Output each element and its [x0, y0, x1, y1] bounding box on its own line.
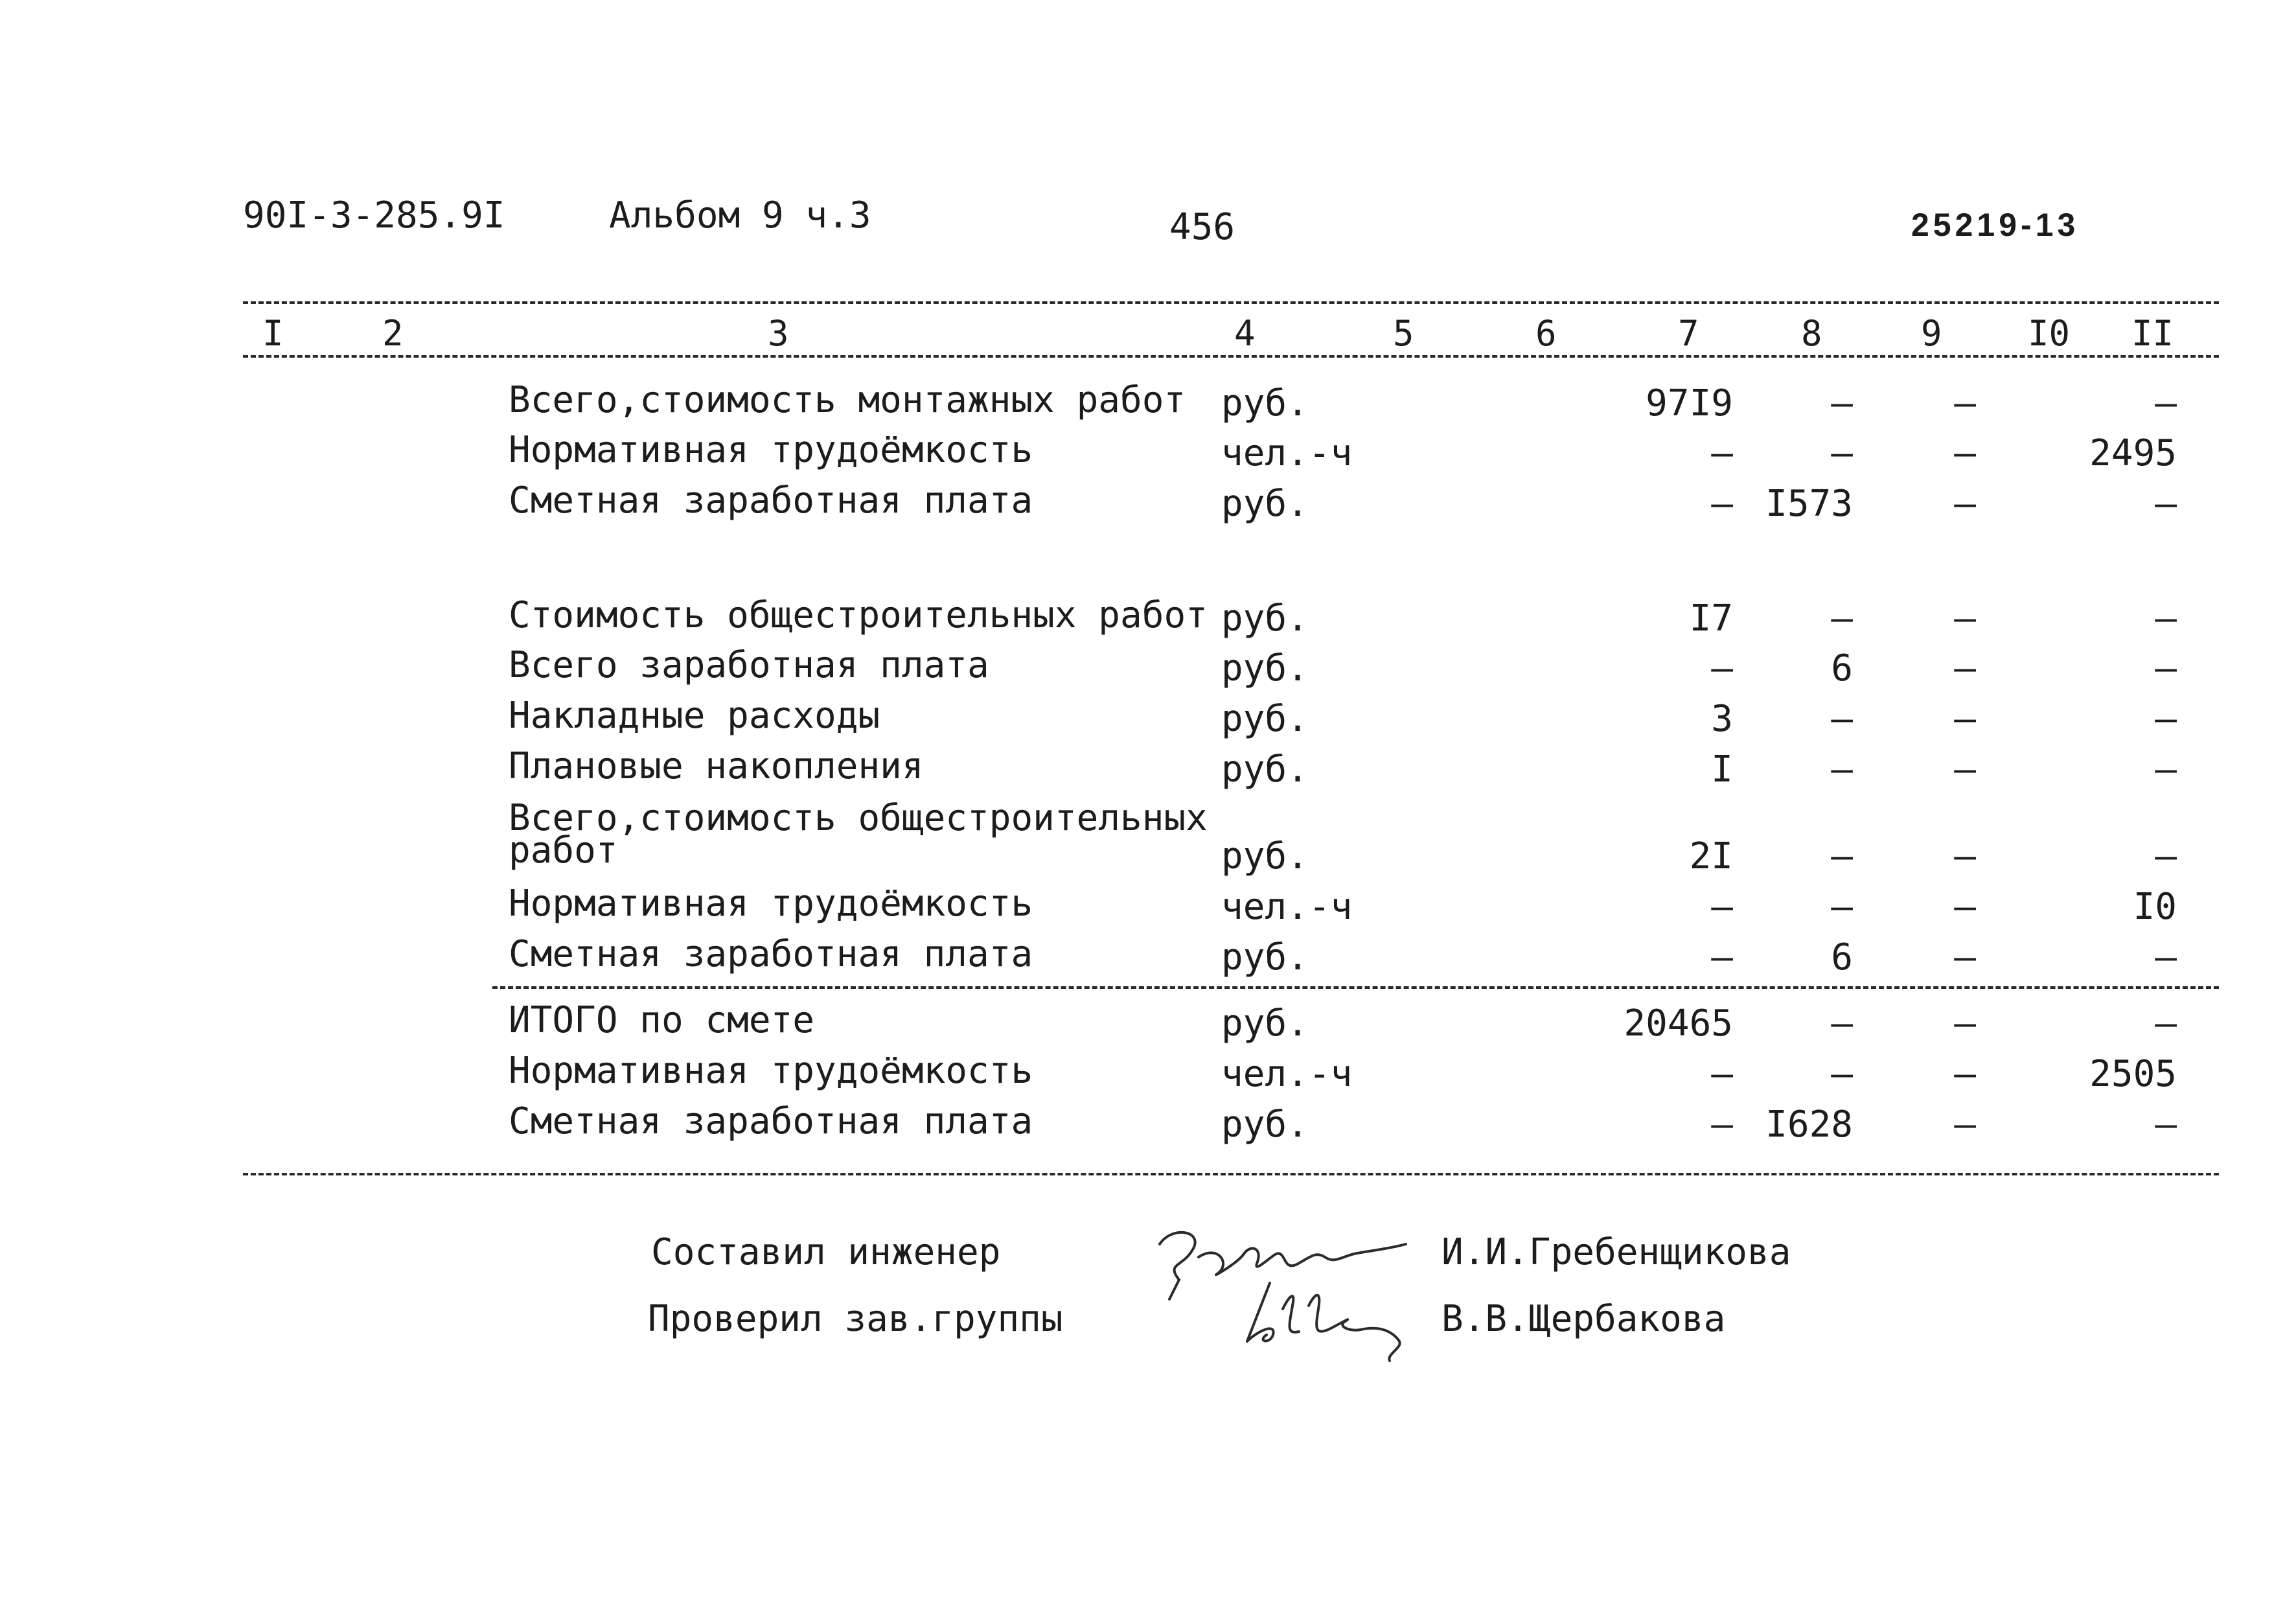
row-description: Стоимость общестроительных работ: [509, 594, 1208, 636]
row-col8: I573: [1765, 483, 1853, 525]
row-unit: руб.: [1221, 1002, 1309, 1045]
page-number: 456: [1169, 206, 1235, 248]
table-bottom-rule: [243, 1173, 2219, 1175]
row-col9: –: [1954, 483, 1976, 525]
table-row: [0, 594, 2296, 640]
row-col8: –: [1831, 1053, 1853, 1095]
row-unit: руб.: [1221, 483, 1309, 525]
row-col8: I628: [1765, 1104, 1853, 1146]
row-col9: –: [1954, 432, 1976, 474]
row-col7: I7: [1689, 597, 1733, 640]
row-unit: руб.: [1221, 1104, 1309, 1146]
row-unit: руб.: [1221, 698, 1309, 740]
row-description: Сметная заработная плата: [509, 480, 1033, 522]
row-col9: –: [1954, 1053, 1976, 1095]
row-col11: –: [2155, 698, 2177, 740]
col-header-10: I0: [2028, 313, 2071, 354]
row-description: Нормативная трудоёмкость: [509, 883, 1033, 925]
row-unit: руб.: [1221, 597, 1309, 640]
row-col9: –: [1954, 886, 1976, 928]
compiled-by-label: Составил инженер: [651, 1231, 1001, 1273]
row-col11: 2505: [2089, 1053, 2177, 1095]
col-header-8: 8: [1801, 313, 1822, 354]
checked-by-label: Проверил зав.группы: [648, 1298, 1063, 1340]
row-col9: –: [1954, 382, 1976, 424]
row-col9: –: [1954, 835, 1976, 877]
row-col8: –: [1831, 835, 1853, 877]
table-row: [0, 933, 2296, 978]
row-col7: –: [1711, 483, 1733, 525]
col-header-5: 5: [1393, 313, 1414, 354]
col-header-9: 9: [1921, 313, 1942, 354]
row-unit: руб.: [1221, 835, 1309, 877]
col-header-7: 7: [1678, 313, 1699, 354]
table-row: [0, 797, 2296, 877]
row-col9: –: [1954, 647, 1976, 689]
table-row: [0, 429, 2296, 474]
row-col8: 6: [1831, 647, 1853, 689]
checked-by-name: В.В.Щербакова: [1441, 1298, 1726, 1340]
handwritten-signature-2: [1231, 1270, 1419, 1367]
row-description: Накладные расходы: [509, 695, 880, 737]
col-header-3: 3: [768, 313, 789, 354]
header-bottom-rule: [243, 355, 2219, 358]
table-row: [0, 1100, 2296, 1146]
row-description-line1: Всего,стоимость общестроительных: [509, 797, 1208, 839]
row-col9: –: [1954, 597, 1976, 640]
row-col11: I0: [2133, 886, 2177, 928]
row-col7: 97I9: [1646, 382, 1733, 424]
row-col11: –: [2155, 483, 2177, 525]
col-header-11: II: [2131, 313, 2174, 354]
col-header-1: I: [262, 313, 284, 354]
row-description: ИТОГО по смете: [509, 999, 815, 1041]
col-header-6: 6: [1535, 313, 1557, 354]
row-description: Плановые накопления: [509, 745, 924, 787]
row-description: Нормативная трудоёмкость: [509, 1050, 1033, 1092]
col-header-2: 2: [382, 313, 404, 354]
row-col8: –: [1831, 432, 1853, 474]
total-separator-rule: [492, 986, 2219, 989]
table-row: [0, 999, 2296, 1045]
row-description: Всего заработная плата: [509, 644, 989, 686]
col-header-4: 4: [1234, 313, 1256, 354]
table-row: [0, 695, 2296, 740]
row-description-line2: работ: [509, 829, 618, 872]
row-col7: –: [1711, 886, 1733, 928]
document-code: 90I-3-285.9I: [243, 194, 505, 237]
row-description: Сметная заработная плата: [509, 1100, 1033, 1142]
row-col8: –: [1831, 1002, 1853, 1045]
table-row: [0, 745, 2296, 791]
row-col7: I: [1711, 748, 1733, 791]
row-col7: –: [1711, 647, 1733, 689]
row-col9: –: [1954, 1002, 1976, 1045]
row-col8: –: [1831, 748, 1853, 791]
row-col7: 2I: [1689, 835, 1733, 877]
row-col8: –: [1831, 698, 1853, 740]
row-unit: руб.: [1221, 647, 1309, 689]
row-col9: –: [1954, 936, 1976, 978]
row-col11: –: [2155, 597, 2177, 640]
row-col11: –: [2155, 748, 2177, 791]
row-col11: 2495: [2089, 432, 2177, 474]
row-col11: –: [2155, 835, 2177, 877]
doc-number: 25219-13: [1911, 207, 2080, 243]
row-col8: –: [1831, 597, 1853, 640]
row-col9: –: [1954, 698, 1976, 740]
row-col11: –: [2155, 936, 2177, 978]
table-row: [0, 379, 2296, 424]
row-col7: –: [1711, 432, 1733, 474]
row-col9: –: [1954, 1104, 1976, 1146]
row-col8: –: [1831, 886, 1853, 928]
row-col7: –: [1711, 1104, 1733, 1146]
row-col7: 3: [1711, 698, 1733, 740]
row-unit: чел.-ч: [1221, 886, 1353, 928]
row-description: Сметная заработная плата: [509, 933, 1033, 975]
row-col11: –: [2155, 382, 2177, 424]
table-row: [0, 644, 2296, 689]
table-row: [0, 480, 2296, 525]
row-unit: чел.-ч: [1221, 432, 1353, 474]
row-col7: 20465: [1624, 1002, 1733, 1045]
row-col9: –: [1954, 748, 1976, 791]
row-description: Всего,стоимость монтажных работ: [509, 379, 1186, 421]
table-row: [0, 883, 2296, 928]
row-unit: руб.: [1221, 748, 1309, 791]
row-col7: –: [1711, 936, 1733, 978]
compiled-by-name: И.И.Гребенщикова: [1441, 1231, 1791, 1273]
row-unit: руб.: [1221, 382, 1309, 424]
row-col8: 6: [1831, 936, 1853, 978]
row-col11: –: [2155, 1104, 2177, 1146]
row-col11: –: [2155, 647, 2177, 689]
album-label: Альбом 9 ч.3: [609, 194, 871, 237]
row-unit: руб.: [1221, 936, 1309, 978]
row-col7: –: [1711, 1053, 1733, 1095]
row-col11: –: [2155, 1002, 2177, 1045]
row-col8: –: [1831, 382, 1853, 424]
row-description: Нормативная трудоёмкость: [509, 429, 1033, 471]
table-row: [0, 1050, 2296, 1095]
table-top-rule: [243, 301, 2219, 304]
row-unit: чел.-ч: [1221, 1053, 1353, 1095]
